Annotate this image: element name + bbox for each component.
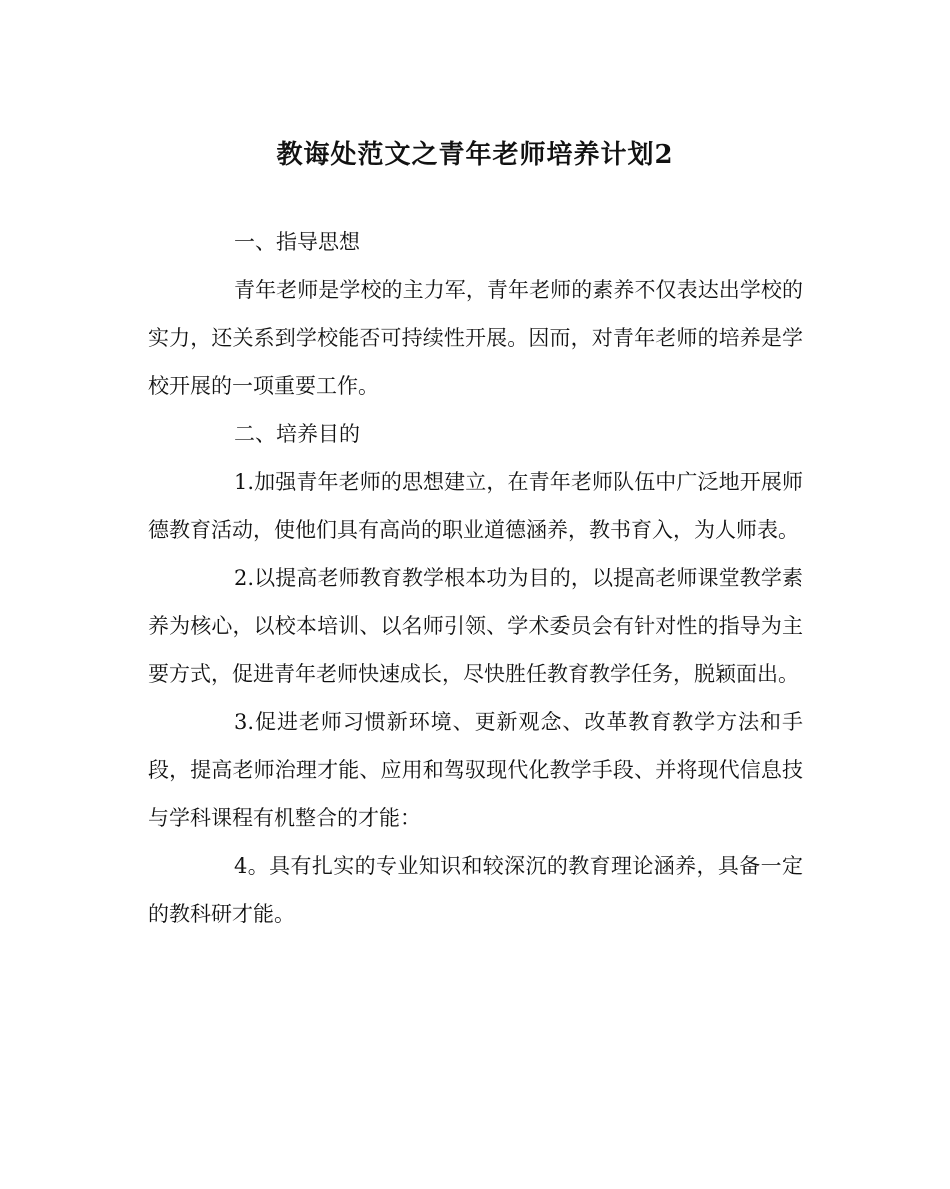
- paragraph-goal-2: 2.以提高老师教育教学根本功为目的，以提高老师课堂教学素养为核心，以校本培训、以名师引领、学术委员会有针对性的指导为主要方式，促进青年老师快速成长，尽快胜任教育教学任务，脱颖面出。: [148, 566, 803, 686]
- paragraph-young-teachers-importance: 青年老师是学校的主力军，青年老师的素养不仅表达出学校的实力，还关系到学校能否可持续性开展。因而，对青年老师的培养是学校开展的一项重要工作。: [148, 278, 803, 398]
- section-heading-guiding-thought: 一、指导思想: [234, 230, 360, 254]
- section-heading-training-goals: 二、培养目的: [234, 422, 360, 446]
- paragraph-goal-3: 3.促进老师习惯新环境、更新观念、改革教育教学方法和手段，提高老师治理才能、应用和驾驭现代化教学手段、并将现代信息技与学科课程有机整合的才能：: [148, 710, 803, 830]
- document-title: 教诲处范文之青年老师培养计划2: [276, 140, 674, 170]
- document-body: [148, 218, 803, 938]
- paragraph-goal-4: 4。具有扎实的专业知识和较深沉的教育理论涵养，具备一定的教科研才能。: [148, 854, 803, 926]
- paragraph-goal-1: 1.加强青年老师的思想建立，在青年老师队伍中广泛地开展师德教育活动，使他们具有高尚的职业道德涵养，教书育入，为人师表。: [148, 470, 803, 542]
